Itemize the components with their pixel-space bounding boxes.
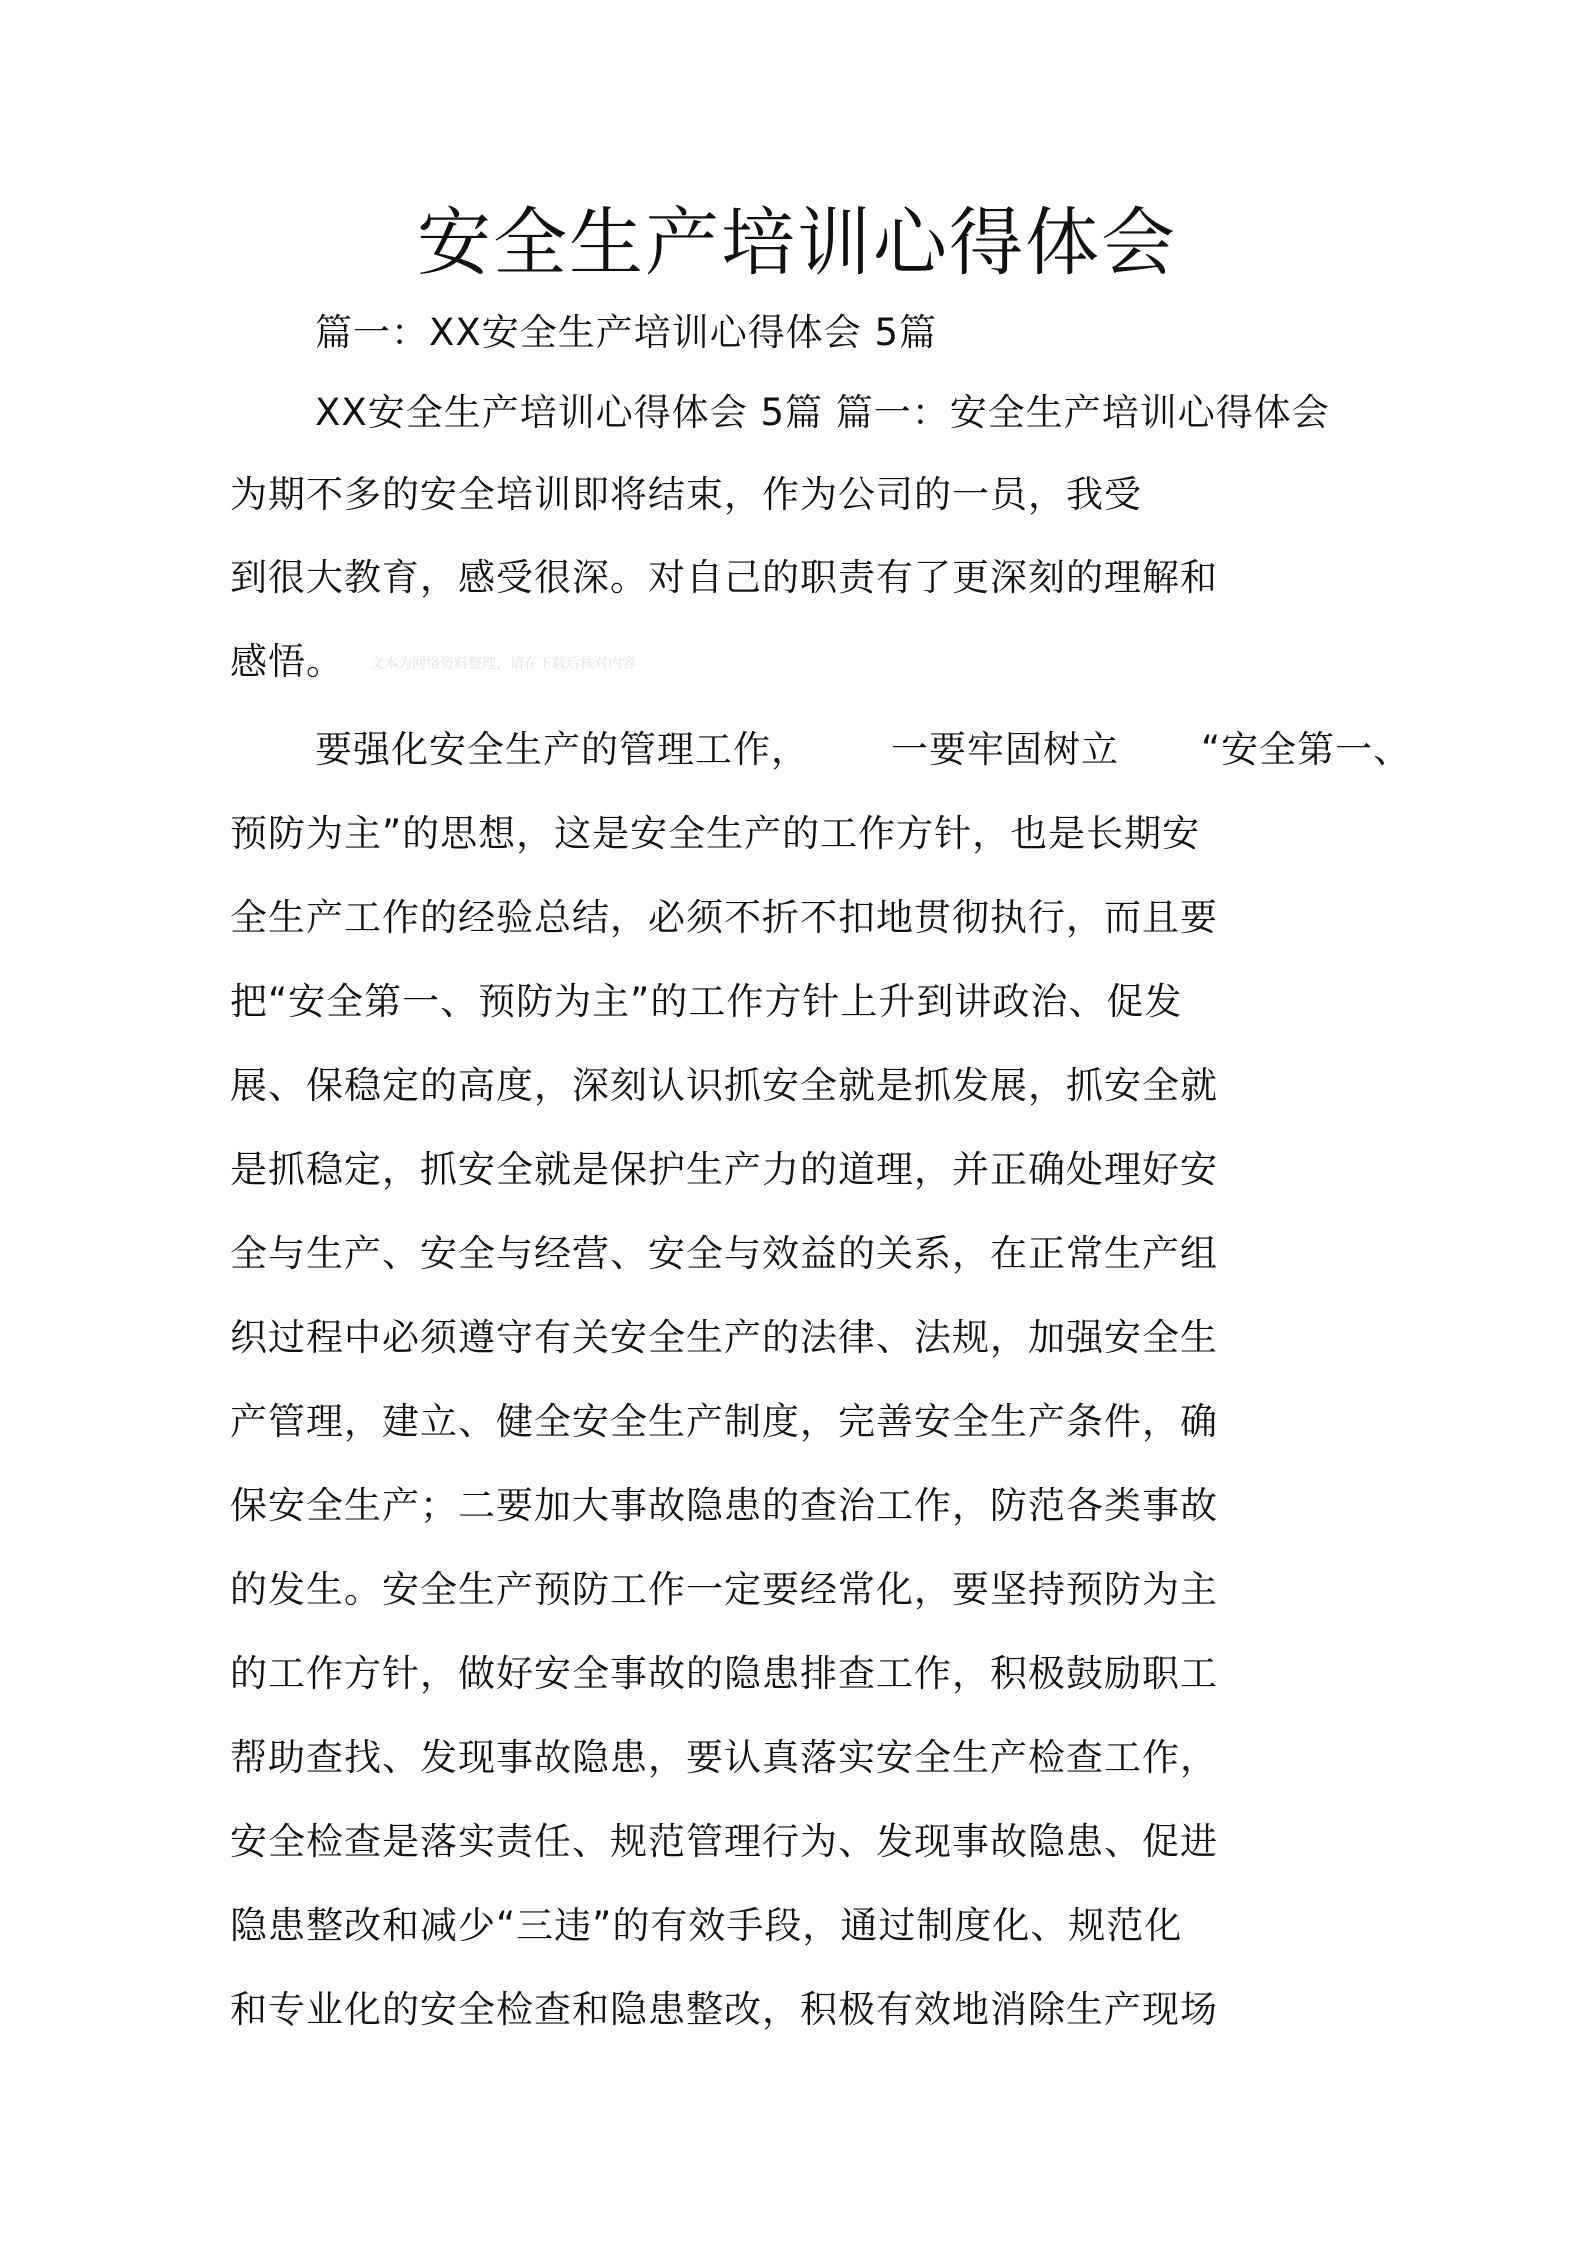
paragraph2-line: 安全检查是落实责任、规范管理行为、发现事故隐患、促进 [230,1820,1218,1863]
paragraph2-line: 隐患整改和减少“三违”的有效手段，通过制度化、规范化 [230,1904,1183,1947]
paragraph1-line3: 到很大教育，感受很深。对自己的职责有了更深刻的理解和 [230,556,1218,599]
paragraph2-line: 展、保稳定的高度，深刻认识抓安全就是抓发展，抓安全就 [230,1064,1218,1107]
paragraph2-line: 预防为主”的思想，这是安全生产的工作方针，也是长期安 [230,812,1201,855]
paragraph2-line: 的发生。安全生产预防工作一定要经常化，要坚持预防为主 [230,1568,1218,1611]
paragraph2-line: 的工作方针，做好安全事故的隐患排查工作，积极鼓励职工 [230,1652,1218,1695]
paragraph2-line: 全生产工作的经验总结，必须不折不扣地贯彻执行，而且要 [230,896,1218,939]
paragraph1-line2: 为期不多的安全培训即将结束，作为公司的一员，我受 [230,473,1142,516]
subtitle-line: 篇一：XX安全生产培训心得体会 5篇 [315,311,937,354]
paragraph2-line: 织过程中必须遵守有关安全生产的法律、法规，加强安全生 [230,1316,1218,1359]
paragraph1-line4-text: 感悟。 [230,640,344,683]
paragraph2-line: 全与生产、安全与经营、安全与效益的关系，在正常生产组 [230,1232,1218,1275]
paragraph2-line: 帮助查找、发现事故隐患，要认真落实安全生产检查工作， [230,1736,1218,1779]
paragraph2-line: 是抓稳定，抓安全就是保护生产力的道理，并正确处理好安 [230,1148,1218,1191]
paragraph2-line1-part-a: 要强化安全生产的管理工作， [315,728,809,771]
paragraph2-line1-part-c: “安全第一、 [1201,728,1412,771]
faint-watermark-note: 文本为网络资料整理，请在下载后核对内容 [370,655,636,672]
paragraph2-line: 保安全生产；二要加大事故隐患的查治工作，防范各类事故 [230,1484,1218,1527]
paragraph2-line1 [315,725,1411,775]
paragraph2-line1-part-b: 一要牢固树立 [891,728,1119,771]
paragraph1-line1: XX安全生产培训心得体会 5篇 篇一：安全生产培训心得体会 [315,391,1330,434]
paragraph2-line: 把“安全第一、预防为主”的工作方针上升到讲政治、促发 [230,980,1183,1023]
document-title: 安全生产培训心得体会 [417,200,1177,286]
paragraph2-line: 产管理，建立、健全安全生产制度，完善安全生产条件，确 [230,1400,1218,1443]
paragraph2-line: 和专业化的安全检查和隐患整改，积极有效地消除生产现场 [230,1988,1218,2031]
paragraph1-line4 [230,637,636,689]
